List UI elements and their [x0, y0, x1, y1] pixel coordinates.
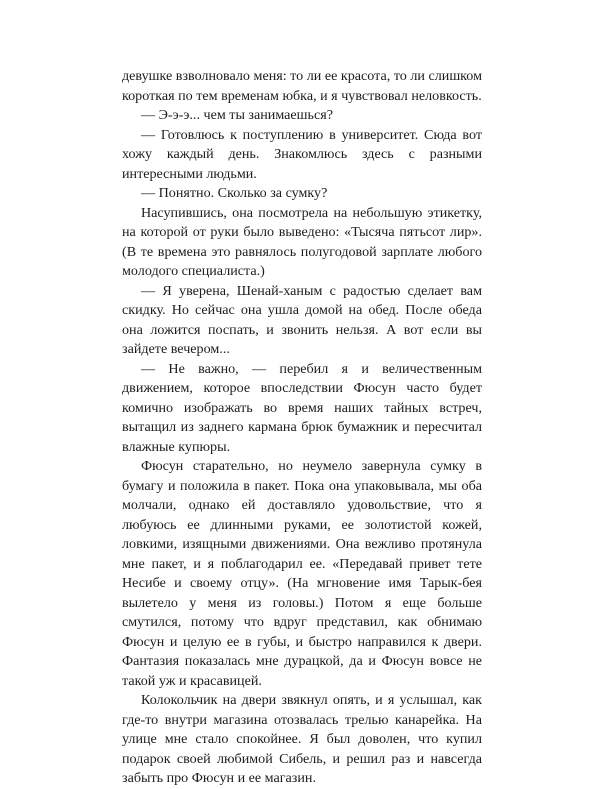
- paragraph: — Понятно. Сколько за сумку?: [141, 185, 328, 201]
- paragraph: Фюсун старательно, но неумело завернула сумку в бумагу и положила в пакет. Пока она упаковывала, мы оба молчали, однако ей доставляло удовольствие, что я любуюсь ее длинными руками, ее золотистой кожей, ловкими, изящными движениями. Она вежливо протянула мне пакет, и я поблагодарил ее. «Передавай привет тете Несибе и своему отцу». (На мгновение имя Тарык-бея вылетело у меня из головы.) Потом я еще больше смутился, потому что вдруг представил, как обнимаю Фюсун и целую ее в губы, и быстро направился к двери. Фантазия показалась мне дурацкой, да и Фюсун вовсе не такой уж и красавицей.: [122, 458, 482, 689]
- paragraph: Колокольчик на двери звякнул опять, и я услышал, как где-то внутри магазина отозвалась трелью канарейка. На улице мне стало спокойнее. Я был доволен, что купил подарок своей любимой Сибель, и решил раз и навсегда забыть про Фюсун и ее магазин.: [122, 692, 482, 786]
- paragraph: — Готовлюсь к поступлению в университет. Сюда вот хожу каждый день. Знакомлюсь здесь с разными интересными людьми.: [122, 126, 482, 182]
- paragraph: — Э-э-э... чем ты занимаешься?: [141, 107, 333, 123]
- paragraph: — Не важно, — перебил я и величественным движением, которое впоследствии Фюсун часто будет комично изображать во время наших тайных встреч, вытащил из заднего кармана брюк бумажник и пересчитал влажные купюры.: [122, 360, 482, 455]
- paragraph: девушке взволновало меня: то ли ее красота, то ли слишком короткая по тем временам юбка, и я чувствовал неловкость.: [122, 68, 482, 104]
- book-page-text: [122, 67, 482, 789]
- paragraph: Насупившись, она посмотрела на небольшую этикетку, на которой от руки было выведено: «Тысяча пятьсот лир». (В те времена это равнялось полугодовой зарплате любого молодого специалиста.): [122, 204, 482, 279]
- paragraph: — Я уверена, Шенай-ханым с радостью сделает вам скидку. Но сейчас она ушла домой на обед. После обеда она ложится поспать, и звонить нельзя. А вот если вы зайдете вечером...: [122, 282, 482, 357]
